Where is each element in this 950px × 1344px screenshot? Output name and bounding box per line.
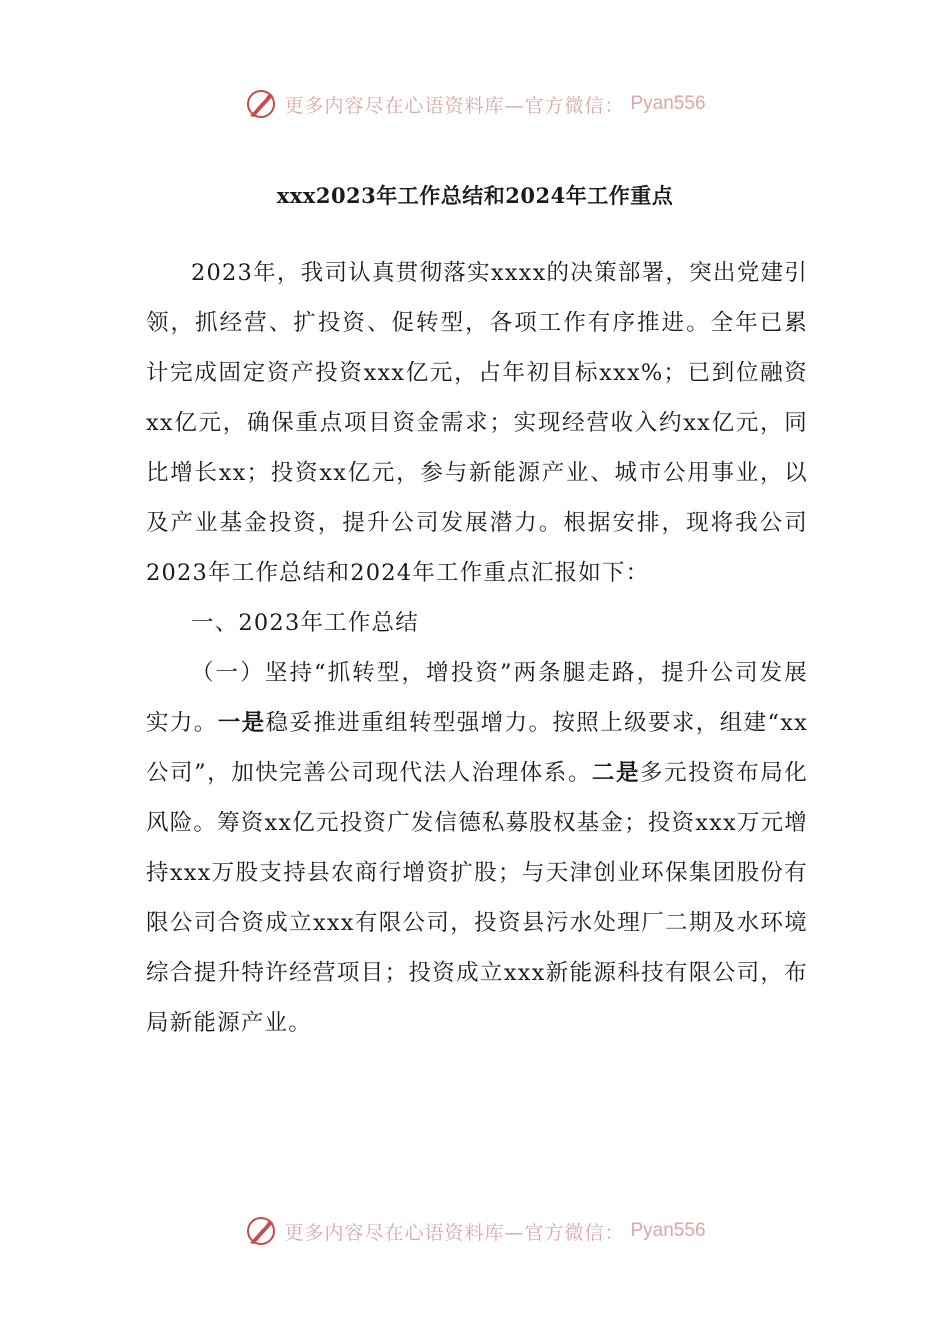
point-label-1: 一是 [217,710,266,736]
document-body [146,248,808,1048]
point-label-2: 二是 [591,760,641,786]
document-title: xxx2023年工作总结和2024年工作重点 [276,183,674,208]
intro-paragraph: 2023年，我司认真贯彻落实xxxx的决策部署，突出党建引领，抓经营、扩投资、促转型，各项工作有序推进。全年已累计完成固定资产投资xxx亿元，占年初目标xxx%；已到位融资xx亿元，确保重点项目资金需求；实现经营收入约xx亿元，同比增长xx；投资xx亿元，参与新能源产业、城市公用事业，以及产业基金投资，提升公司发展潜力。根据安排，现将我公司2023年工作总结和2024年工作重点汇报如下： [146,260,808,586]
section-heading: 一、2023年工作总结 [191,610,419,636]
watermark-text: 更多内容尽在心语资料库—官方微信： [284,1221,625,1244]
quill-logo-icon [244,1214,278,1248]
watermark-header [0,84,950,124]
subsection-paragraph [146,648,808,1048]
point-text-1: 稳妥推进重组转型强增力。按照上级要求，组建“xx公司”，加快完善公司现代法人治理体系。 [146,710,808,786]
watermark-footer [0,1211,950,1251]
subsection-lead: （一）坚持“抓转型，增投资”两条腿走路，提升公司发展实力。 [146,660,808,736]
quill-logo-icon [244,87,278,121]
watermark-wechat-id: Pyan556 [630,1220,706,1241]
point-text-2: 多元投资布局化风险。筹资xx亿元投资广发信德私募股权基金；投资xxx万元增持xxx万股支持县农商行增资扩股；与天津创业环保集团股份有限公司合资成立xxx有限公司，投资县污水处理厂二期及水环境综合提升特许经营项目；投资成立xxx新能源科技有限公司，布局新能源产业。 [146,760,808,1036]
watermark-text: 更多内容尽在心语资料库—官方微信： [284,94,625,117]
watermark-wechat-id: Pyan556 [630,93,706,114]
